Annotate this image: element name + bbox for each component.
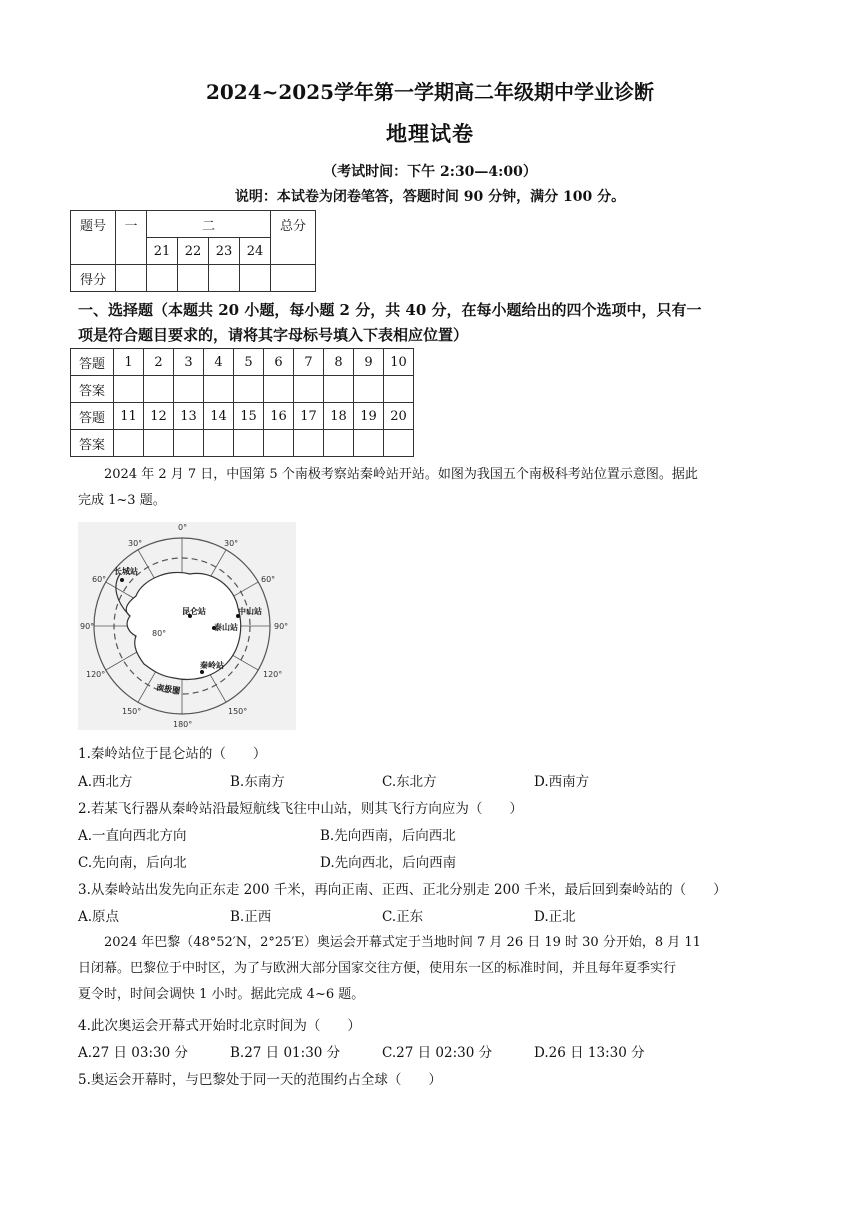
lon-label: 0° xyxy=(178,523,188,532)
subject-title: 地理试卷 xyxy=(386,121,474,146)
score-sub-21: 21 xyxy=(147,238,178,265)
answer-cell[interactable] xyxy=(204,430,234,457)
score-cell[interactable] xyxy=(116,265,147,292)
lon-label: 150° xyxy=(228,707,248,716)
answer-cell[interactable] xyxy=(114,376,144,403)
q1-option-b[interactable]: B.东南方 xyxy=(230,774,285,790)
q3-option-d[interactable]: D.正北 xyxy=(534,909,576,925)
lon-label: 90° xyxy=(274,622,289,631)
q3-option-a[interactable]: A.原点 xyxy=(78,909,120,925)
answer-cell[interactable] xyxy=(354,376,384,403)
answer-cell[interactable] xyxy=(114,430,144,457)
score-row-label: 得分 xyxy=(71,265,116,292)
score-cell[interactable] xyxy=(209,265,240,292)
q4-option-b[interactable]: B.27 日 01:30 分 xyxy=(230,1045,341,1061)
antarctica-station-map xyxy=(78,522,296,730)
q4-option-d[interactable]: D.26 日 13:30 分 xyxy=(534,1045,645,1061)
lon-label: 150° xyxy=(122,707,142,716)
answer-question-number: 15 xyxy=(234,403,264,430)
answer-question-number: 11 xyxy=(114,403,144,430)
station-marker xyxy=(120,578,124,582)
answer-cell[interactable] xyxy=(384,376,414,403)
answer-question-number: 7 xyxy=(294,349,324,376)
exam-title: 2024~2025学年第一学期高二年级期中学业诊断 xyxy=(205,80,655,104)
answer-question-number: 18 xyxy=(324,403,354,430)
answer-question-number: 8 xyxy=(324,349,354,376)
lon-label: 180° xyxy=(173,720,193,729)
q4-option-c[interactable]: C.27 日 02:30 分 xyxy=(382,1045,493,1061)
score-part-1: 一 xyxy=(116,211,147,265)
score-cell[interactable] xyxy=(178,265,209,292)
answer-question-number: 17 xyxy=(294,403,324,430)
answer-q-label: 答题 xyxy=(71,349,114,376)
q3-option-c[interactable]: C.正东 xyxy=(382,909,424,925)
answer-question-number: 12 xyxy=(144,403,174,430)
score-cell[interactable] xyxy=(271,265,316,292)
station-taishan: 泰山站 xyxy=(214,623,238,632)
q2-option-b[interactable]: B.先向西南，后向西北 xyxy=(320,828,456,844)
q2-option-d[interactable]: D.先向西北，后向西南 xyxy=(320,855,457,871)
answer-question-number: 20 xyxy=(384,403,414,430)
answer-a-label: 答案 xyxy=(71,430,114,457)
station-marker xyxy=(200,670,204,674)
q2-option-a[interactable]: A.一直向西北方向 xyxy=(78,828,187,844)
answer-question-number: 19 xyxy=(354,403,384,430)
answer-question-number: 16 xyxy=(264,403,294,430)
score-table xyxy=(70,210,316,292)
answer-cell[interactable] xyxy=(234,376,264,403)
score-sub-24: 24 xyxy=(240,238,271,265)
exam-time: （考试时间：下午 2:30—4:00） xyxy=(323,164,537,180)
q1-option-d[interactable]: D.西南方 xyxy=(534,774,590,790)
answer-question-number: 9 xyxy=(354,349,384,376)
answer-question-number: 6 xyxy=(264,349,294,376)
answer-cell[interactable] xyxy=(384,430,414,457)
passage-2-line2: 日闭幕。巴黎位于中时区，为了与欧洲大部分国家交往方便，使用东一区的标准时间，并且每年夏季实行 xyxy=(78,961,677,976)
score-cell[interactable] xyxy=(147,265,178,292)
answer-cell[interactable] xyxy=(144,376,174,403)
q1-option-c[interactable]: C.东北方 xyxy=(382,774,437,790)
answer-cell[interactable] xyxy=(234,430,264,457)
answer-cell[interactable] xyxy=(294,430,324,457)
passage-2-line1: 2024 年巴黎（48°52′N，2°25′E）奥运会开幕式定于当地时间 7 月 26 日 19 时 30 分开始，8 月 11 xyxy=(104,935,701,950)
answer-question-number: 5 xyxy=(234,349,264,376)
station-zhongshan: 中山站 xyxy=(238,607,262,616)
answer-cell[interactable] xyxy=(264,376,294,403)
lon-label: 30° xyxy=(224,539,239,548)
answer-cell[interactable] xyxy=(264,430,294,457)
answer-question-number: 4 xyxy=(204,349,234,376)
answer-question-number: 3 xyxy=(174,349,204,376)
lat-label: 80° xyxy=(152,629,167,638)
section-1-heading-line1: 一、选择题（本题共 20 小题，每小题 2 分，共 40 分，在每小题给出的四个选项中，只有一 xyxy=(78,301,702,319)
answer-cell[interactable] xyxy=(324,430,354,457)
score-total-label: 总分 xyxy=(271,211,316,265)
answer-cell[interactable] xyxy=(324,376,354,403)
station-qinling: 秦岭站 xyxy=(200,661,224,670)
lon-label: 30° xyxy=(128,539,143,548)
q3-option-b[interactable]: B.正西 xyxy=(230,909,272,925)
score-sub-22: 22 xyxy=(178,238,209,265)
q1-option-a[interactable]: A.西北方 xyxy=(78,774,133,790)
lon-label: 120° xyxy=(86,670,106,679)
question-2: 2.若某飞行器从秦岭站沿最短航线飞往中山站，则其飞行方向应为（ ） xyxy=(78,801,523,817)
lon-label: 60° xyxy=(92,575,107,584)
answer-cell[interactable] xyxy=(204,376,234,403)
answer-cell[interactable] xyxy=(294,376,324,403)
question-1: 1.秦岭站位于昆仑站的（ ） xyxy=(78,746,267,762)
section-1-heading-line2: 项是符合题目要求的，请将其字母标号填入下表相应位置） xyxy=(78,326,469,344)
answer-question-number: 2 xyxy=(144,349,174,376)
lon-label: 120° xyxy=(263,670,283,679)
score-sub-23: 23 xyxy=(209,238,240,265)
lon-label: 60° xyxy=(261,575,276,584)
answer-question-number: 10 xyxy=(384,349,414,376)
station-kunlun: 昆仑站 xyxy=(182,607,206,616)
q2-option-c[interactable]: C.先向南，后向北 xyxy=(78,855,187,871)
answer-question-number: 1 xyxy=(114,349,144,376)
answer-cell[interactable] xyxy=(144,430,174,457)
question-3: 3.从秦岭站出发先向正东走 200 千米，再向正南、正西、正北分别走 200 千米，最后回到秦岭站的（ ） xyxy=(78,882,727,898)
answer-cell[interactable] xyxy=(354,430,384,457)
passage-1-line2: 完成 1~3 题。 xyxy=(78,493,166,508)
answer-question-number: 13 xyxy=(174,403,204,430)
lon-label: 90° xyxy=(80,622,95,631)
score-header-label: 题号 xyxy=(71,211,116,265)
antarctic-circle-label: 南极圈 xyxy=(155,683,181,696)
q4-option-a[interactable]: A.27 日 03:30 分 xyxy=(78,1045,188,1061)
exam-note: 说明：本试卷为闭卷笔答，答题时间 90 分钟，满分 100 分。 xyxy=(234,189,626,205)
answer-cell[interactable] xyxy=(174,376,204,403)
answer-cell[interactable] xyxy=(174,430,204,457)
answer-q-label: 答题 xyxy=(71,403,114,430)
question-5: 5.奥运会开幕时，与巴黎处于同一天的范围约占全球（ ） xyxy=(78,1072,442,1088)
passage-2-line3: 夏令时，时间会调快 1 小时。据此完成 4~6 题。 xyxy=(78,987,365,1002)
question-4: 4.此次奥运会开幕式开始时北京时间为（ ） xyxy=(78,1018,361,1034)
passage-1-line1: 2024 年 2 月 7 日，中国第 5 个南极考察站秦岭站开站。如图为我国五个南极科考站位置示意图。据此 xyxy=(104,467,698,482)
score-cell[interactable] xyxy=(240,265,271,292)
answer-question-number: 14 xyxy=(204,403,234,430)
score-part-2: 二 xyxy=(147,211,271,238)
answer-a-label: 答案 xyxy=(71,376,114,403)
answer-table xyxy=(70,348,414,457)
station-changcheng: 长城站 xyxy=(114,567,138,576)
